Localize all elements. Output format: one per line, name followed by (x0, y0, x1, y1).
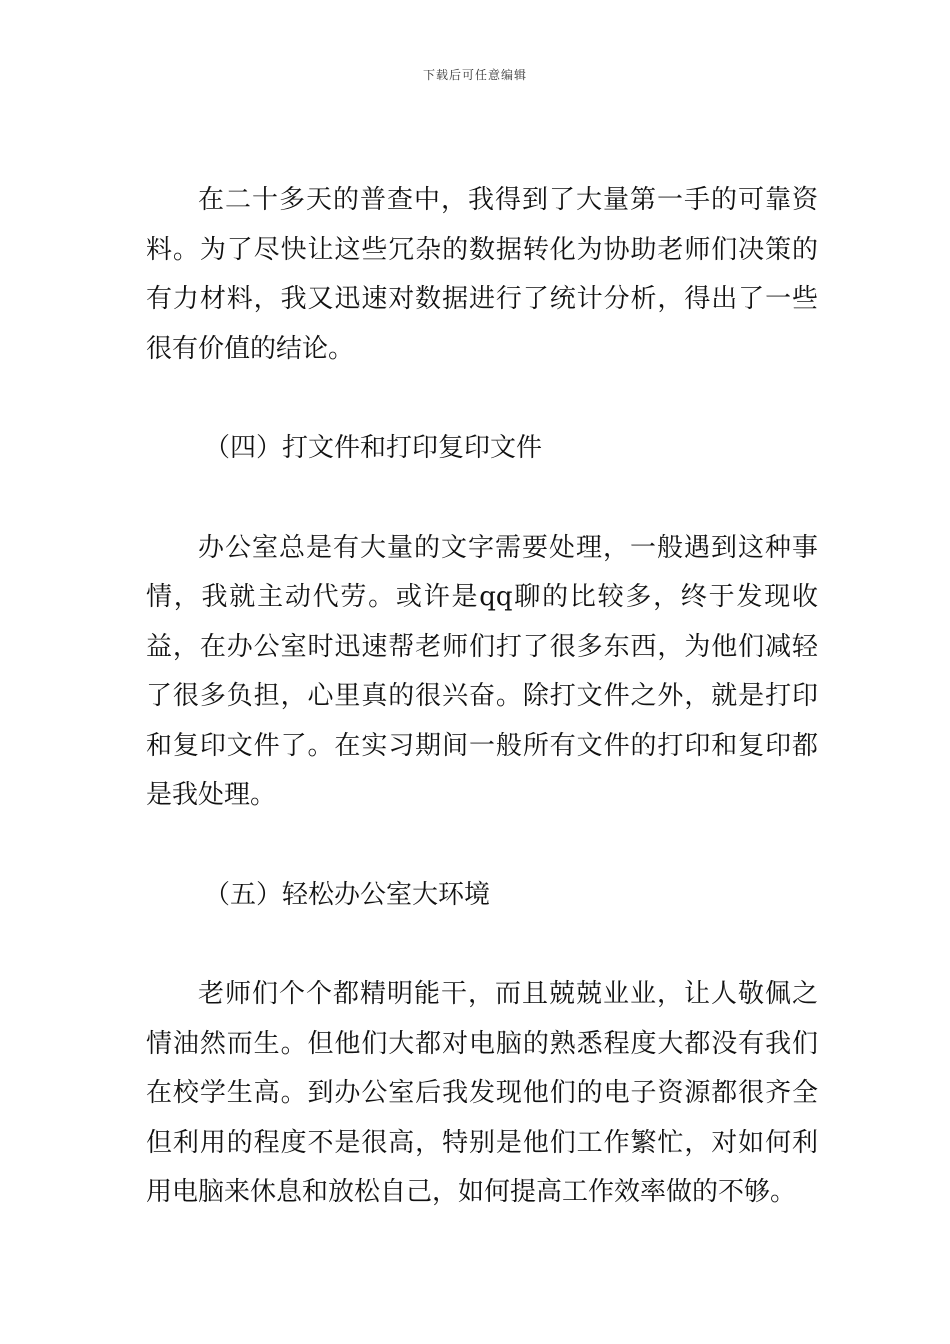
paragraph-office-environment: 老师们个个都精明能干，而且兢兢业业，让人敬佩之情油然而生。但他们大都对电脑的熟悉程度大都没有我们在校学生高。到办公室后我发现他们的电子资源都很齐全但利用的程度不是很高，特别是他们工作繁忙，对如何利用电脑来休息和放松自己，如何提高工作效率做的不够。 (146, 979, 818, 1207)
paragraph-spacer (146, 920, 818, 970)
paragraph-spacer (146, 821, 818, 871)
paragraph-survey-results: 在二十多天的普查中，我得到了大量第一手的可靠资料。为了尽快让这些冗杂的数据转化为协助老师们决策的有力材料，我又迅速对数据进行了统计分析，得出了一些很有价值的结论。 (146, 185, 818, 364)
paragraph-typing-printing: 办公室总是有大量的文字需要处理，一般遇到这种事情，我就主动代劳。或许是qq聊的比较多，终于发现收益，在办公室时迅速帮老师们打了很多东西，为他们减轻了很多负担，心里真的很兴奋。除打文件之外，就是打印和复印文件了。在实习期间一般所有文件的打印和复印都是我处理。 (146, 532, 818, 810)
paragraph-spacer (146, 474, 818, 524)
page-header: 下载后可任意编辑 (422, 68, 527, 82)
document-body (146, 176, 818, 1218)
section-heading-four: （四）打文件和打印复印文件 (204, 433, 543, 463)
paragraph-spacer (146, 374, 818, 424)
section-heading-five: （五）轻松办公室大环境 (204, 879, 491, 910)
